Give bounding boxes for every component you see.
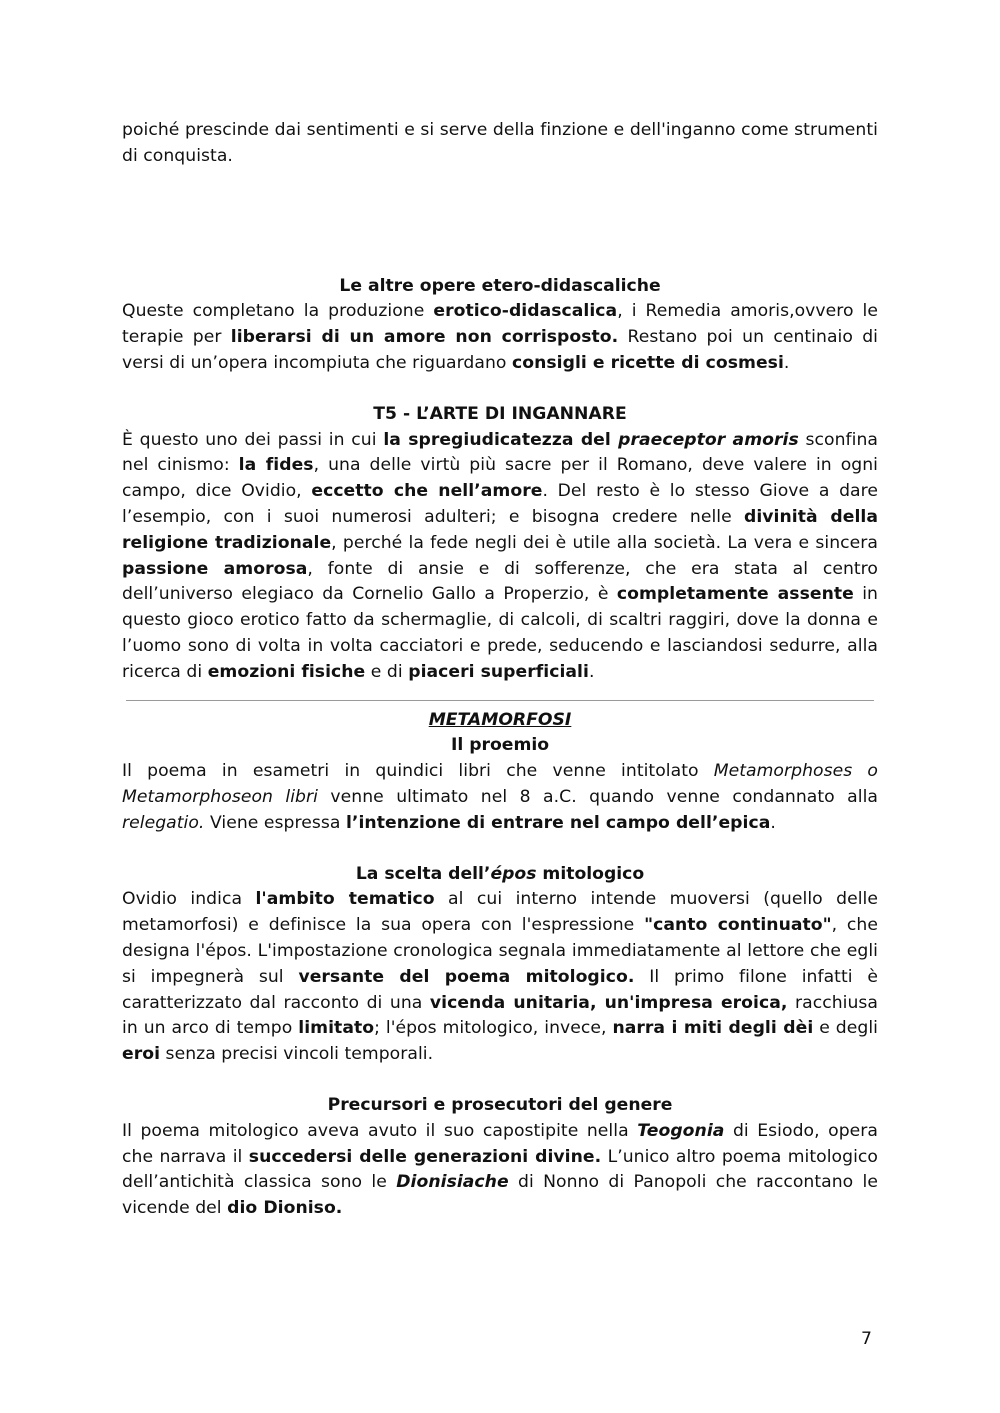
text-run: Il poema in esametri in quindici libri che venne intitolato [122,761,714,782]
bold-run: la spregiudicatezza del [383,429,619,450]
text-run: . [783,352,790,373]
paragraph-t5 [122,428,878,686]
text-run: e di [365,661,409,682]
text-run: venne ultimato nel 8 a.C. quando venne condannato alla [317,786,878,807]
spacer [122,837,878,862]
bold-run: limitato [298,1018,375,1039]
text-run: ; l'épos mitologico, invece, [374,1018,613,1039]
text-run: poiché prescinde dai sentimenti e si serve della finzione e dell'inganno come strumenti di conquista. [122,120,878,166]
heading-italic-text: épos [490,863,537,884]
paragraph-altre-opere [122,299,878,376]
bold-run: emozioni fisiche [207,661,366,682]
text-run: racchiusa in un arco di tempo [122,992,878,1039]
bold-run: versante del poema mitologico. [298,966,635,987]
text-run: Il primo filone infatti è caratterizzato dal racconto di una [122,966,878,1013]
text-run: , fonte di ansie e di sofferenze, che era stata al centro dell’universo elegiaco da Cornelio Gallo a Properzio, è [122,558,878,605]
text-run: Ovidio indica [122,889,256,910]
bold-run: piaceri superficiali [408,661,589,682]
bold-italic-run: Teogonia [637,1120,725,1141]
text-run: Restano poi un centinaio di versi di un’opera incompiuta che riguardano [122,327,878,373]
bold-run: divinità della religione tradizionale [122,506,878,553]
text-run: , una delle virtù più sacre per il Romano, deve valere in ogni campo, dice Ovidio, [122,455,879,502]
text-run: . [588,661,595,682]
heading-scelta [122,862,878,888]
text-run: , i Remedia amoris,ovvero le terapie per [122,301,878,348]
bold-run: l'ambito tematico [255,889,435,910]
heading-text: La scelta dell’ [355,863,491,884]
section-title-metamorfosi [122,708,878,734]
bold-run: eccetto che nell’amore [311,481,543,502]
page-number: 7 [861,1329,872,1349]
text-run: Viene espressa [204,812,346,833]
bold-run: consigli e ricette di cosmesi [512,352,784,373]
text-run: sconfina nel cinismo: [122,429,878,476]
bold-run: dio Dioniso. [227,1198,343,1219]
text-run: , che designa l'épos. L'impostazione cronologica segnala immediatamente al lettore che egli si impegnerà sul [122,915,878,987]
text-run: È questo uno dei passi in cui [122,429,384,450]
text-run: Queste completano la produzione [122,301,434,322]
text-run: , perché la fede negli dei è utile alla società. La vera e sincera [331,532,878,553]
bold-run: passione amorosa [122,558,308,579]
bold-run: eroi [122,1044,161,1065]
heading-altre-opere: Le altre opere etero-didascaliche [339,275,661,296]
heading-proemio: Il proemio [450,735,550,756]
bold-run: vicenda unitaria, un'impresa eroica, [429,992,788,1013]
text-run: e degli [813,1018,878,1039]
spacer [122,377,878,402]
text-run: di Esiodo, opera che narrava il [122,1120,878,1167]
spacer [122,1068,878,1093]
bold-italic-run: Dionisiache [396,1172,509,1193]
spacer [122,170,878,274]
bold-run: completamente assente [616,584,854,605]
heading-t5: T5 - L’ARTE DI INGANNARE [373,403,627,424]
paragraph-precursori [122,1119,878,1222]
italic-run: Metamorphoses o Metamorphoseon libri [122,761,878,807]
bold-italic-run: praeceptor amoris [618,429,799,450]
text-run: . [770,812,776,833]
bold-run: la fides [238,455,314,476]
heading-precursori: Precursori e prosecutori del genere [327,1094,673,1115]
text-run: di Nonno di Panopoli che raccontano le vicende del [122,1172,879,1219]
text-run: Il poema mitologico aveva avuto il suo capostipite nella [122,1120,638,1141]
section-divider [126,700,874,701]
paragraph-proemio [122,759,878,836]
paragraph-scelta [122,887,878,1068]
bold-run: "canto continuato" [644,915,832,936]
text-run: al cui interno intende muoversi (quello delle metamorfosi) e definisce la sua opera con l'espressione [122,889,878,936]
intro-paragraph [122,118,878,170]
text-run: L’unico altro poema mitologico dell’antichità classica sono le [122,1146,878,1193]
italic-run: relegatio. [122,812,205,833]
document-page [122,118,878,1222]
bold-run: l’intenzione di entrare nel campo dell’epica [345,812,771,833]
bold-run: liberarsi di un amore non corrisposto. [230,327,619,348]
bold-run: erotico-didascalica [433,301,618,322]
bold-run: succedersi delle generazioni divine. [248,1146,602,1167]
text-run: senza precisi vincoli temporali. [160,1044,434,1065]
bold-run: narra i miti degli dèi [612,1018,814,1039]
heading-text: mitologico [536,863,645,884]
text-run: . Del resto è lo stesso Giove a dare l’esempio, con i suoi numerosi adulteri; e bisogna credere nelle [122,481,878,527]
text-run: in questo gioco erotico fatto da schermaglie, di calcoli, di scaltri raggiri, dove la donna e l’uomo sono di volta in volta cacciatori e prede, seducendo e lasciandosi sedurre, alla ricerca di [122,584,878,682]
section-title-text: METAMORFOSI [428,709,572,730]
